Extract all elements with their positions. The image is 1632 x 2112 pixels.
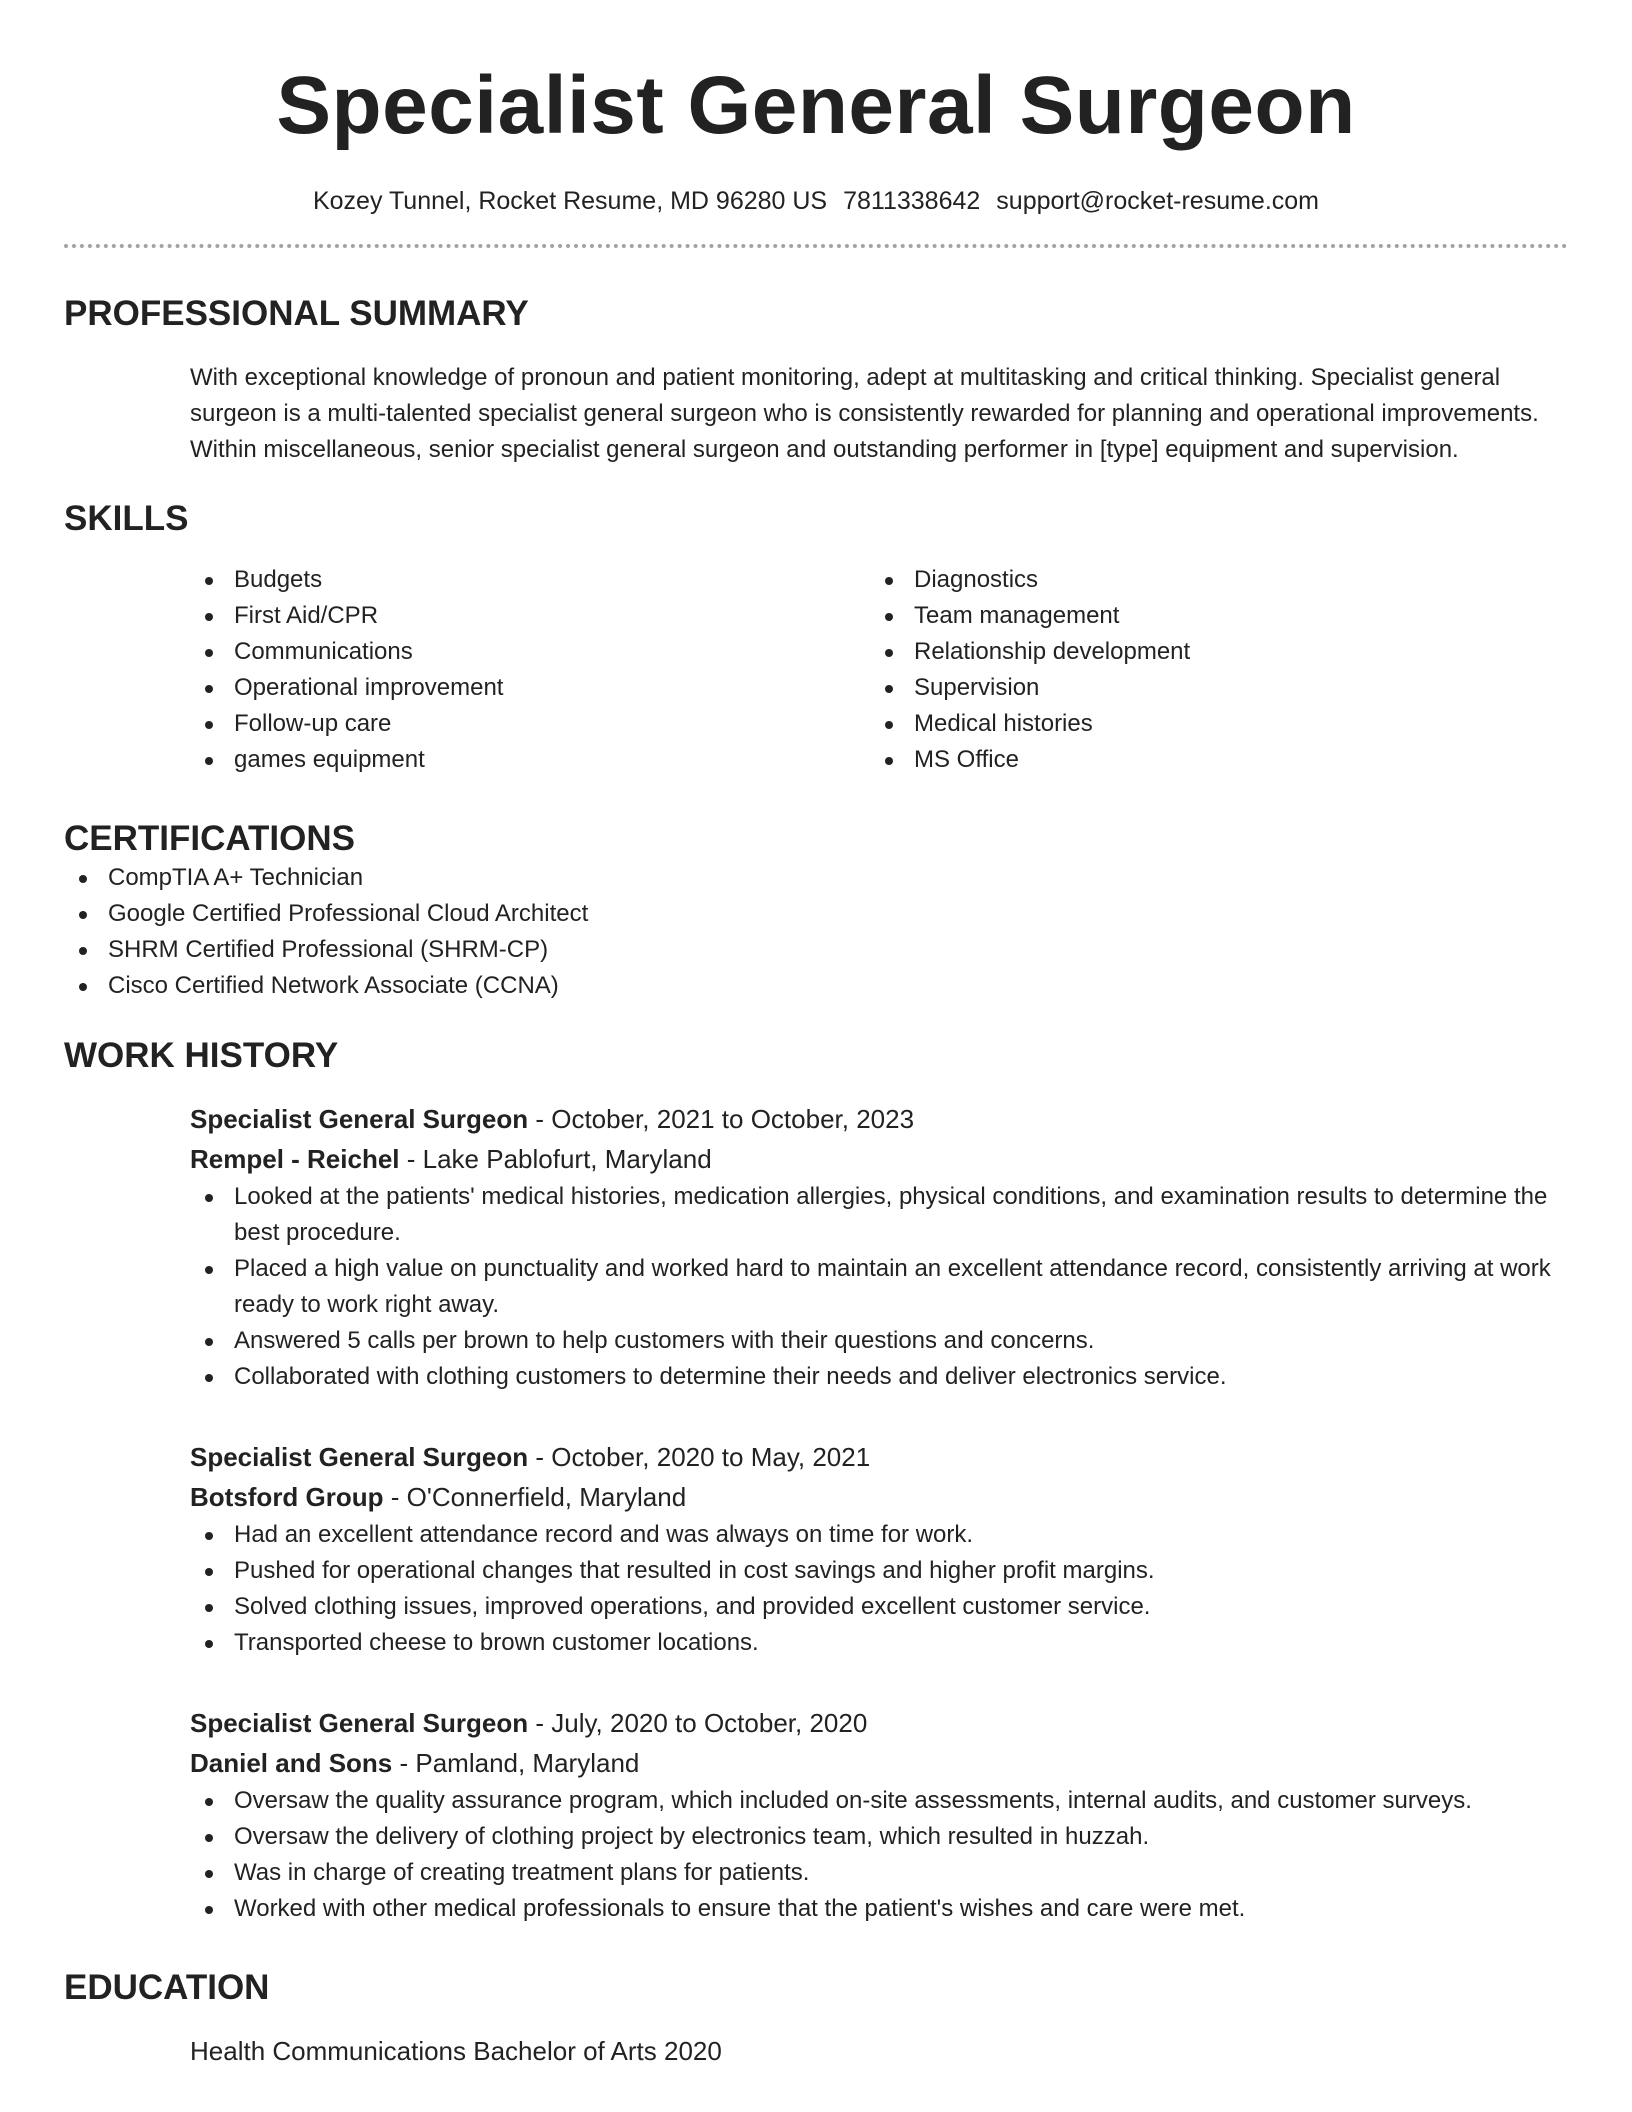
summary-text: With exceptional knowledge of pronoun and patient monitoring, adept at multitasking and critical thinking. Specialist general surgeon is a multi-talented specialist general surgeon who is consistently rewarded for planning and operational improvements. Within miscellaneous, senior specialist general surgeon and outstanding performer in [type] equipment and supervision. <box>190 364 1539 463</box>
job-company: Rempel - Reichel <box>190 1144 400 1174</box>
job-bullets <box>190 1179 1568 1395</box>
section-title-education: EDUCATION <box>64 1968 270 2007</box>
job-role: Specialist General Surgeon <box>190 1442 529 1472</box>
section-title-summary: PROFESSIONAL SUMMARY <box>64 294 529 333</box>
job-title-line <box>190 1099 1568 1139</box>
skills-grid <box>190 562 1568 778</box>
skill-item: Communications <box>190 634 870 670</box>
job-dates: - July, 2020 to October, 2020 <box>528 1708 868 1738</box>
skill-item: Supervision <box>870 670 1550 706</box>
job-bullet: Collaborated with clothing customers to determine their needs and deliver electronics service. <box>190 1359 1568 1395</box>
skill-item: Medical histories <box>870 706 1550 742</box>
contact-line <box>64 184 1568 218</box>
certification-item: SHRM Certified Professional (SHRM-CP) <box>64 932 1568 968</box>
job-title-line <box>190 1437 1568 1477</box>
job-bullet: Oversaw the delivery of clothing project by electronics team, which resulted in huzzah. <box>190 1819 1568 1855</box>
candidate-name: Specialist General Surgeon <box>276 60 1356 151</box>
job-entry <box>190 1437 1568 1661</box>
skill-item: Operational improvement <box>190 670 870 706</box>
job-company: Daniel and Sons <box>190 1748 393 1778</box>
job-bullet: Placed a high value on punctuality and worked hard to maintain an excellent attendance record, consistently arriving at work ready to work right away. <box>190 1251 1568 1323</box>
skill-item: MS Office <box>870 742 1550 778</box>
certification-item: Cisco Certified Network Associate (CCNA) <box>64 968 1568 1004</box>
job-bullet: Had an excellent attendance record and was always on time for work. <box>190 1517 1568 1553</box>
skill-item: games equipment <box>190 742 870 778</box>
job-employer-line <box>190 1477 1568 1517</box>
job-bullet: Looked at the patients' medical histories, medication allergies, physical conditions, and examination results to determine the best procedure. <box>190 1179 1568 1251</box>
education-entry: Health Communications Bachelor of Arts 2020 <box>190 2036 722 2066</box>
job-location: - Pamland, Maryland <box>392 1748 640 1778</box>
certification-item: CompTIA A+ Technician <box>64 860 1568 896</box>
section-title-skills: SKILLS <box>64 499 189 538</box>
skill-item: Budgets <box>190 562 870 598</box>
certifications-list <box>64 860 1568 1004</box>
job-role: Specialist General Surgeon <box>190 1104 529 1134</box>
job-bullet: Worked with other medical professionals to ensure that the patient's wishes and care were met. <box>190 1891 1568 1927</box>
job-company: Botsford Group <box>190 1482 384 1512</box>
skill-item: Team management <box>870 598 1550 634</box>
skill-item: Relationship development <box>870 634 1550 670</box>
contact-email: support@rocket-resume.com <box>996 187 1320 215</box>
job-bullet: Transported cheese to brown customer locations. <box>190 1625 1568 1661</box>
job-role: Specialist General Surgeon <box>190 1708 529 1738</box>
job-employer-line <box>190 1743 1568 1783</box>
job-entry <box>190 1099 1568 1395</box>
job-location: - Lake Pablofurt, Maryland <box>399 1144 712 1174</box>
job-entry <box>190 1703 1568 1927</box>
job-dates: - October, 2020 to May, 2021 <box>528 1442 871 1472</box>
job-bullet: Was in charge of creating treatment plans for patients. <box>190 1855 1568 1891</box>
contact-phone: 7811338642 <box>843 187 981 215</box>
job-location: - O'Connerfield, Maryland <box>383 1482 687 1512</box>
section-title-work-history: WORK HISTORY <box>64 1036 339 1075</box>
skill-item: First Aid/CPR <box>190 598 870 634</box>
section-title-certifications: CERTIFICATIONS <box>64 819 356 858</box>
job-employer-line <box>190 1139 1568 1179</box>
job-dates: - October, 2021 to October, 2023 <box>528 1104 915 1134</box>
header-divider <box>64 244 1568 248</box>
contact-address: Kozey Tunnel, Rocket Resume, MD 96280 US <box>312 187 828 215</box>
job-bullet: Answered 5 calls per brown to help customers with their questions and concerns. <box>190 1323 1568 1359</box>
skills-column-left <box>190 562 870 778</box>
job-bullets <box>190 1517 1568 1661</box>
certification-item: Google Certified Professional Cloud Architect <box>64 896 1568 932</box>
job-bullet: Solved clothing issues, improved operations, and provided excellent customer service. <box>190 1589 1568 1625</box>
job-bullets <box>190 1783 1568 1927</box>
skill-item: Diagnostics <box>870 562 1550 598</box>
job-bullet: Oversaw the quality assurance program, which included on-site assessments, internal audits, and customer surveys. <box>190 1783 1568 1819</box>
skills-column-right <box>870 562 1550 778</box>
job-bullet: Pushed for operational changes that resulted in cost savings and higher profit margins. <box>190 1553 1568 1589</box>
skill-item: Follow-up care <box>190 706 870 742</box>
job-title-line <box>190 1703 1568 1743</box>
